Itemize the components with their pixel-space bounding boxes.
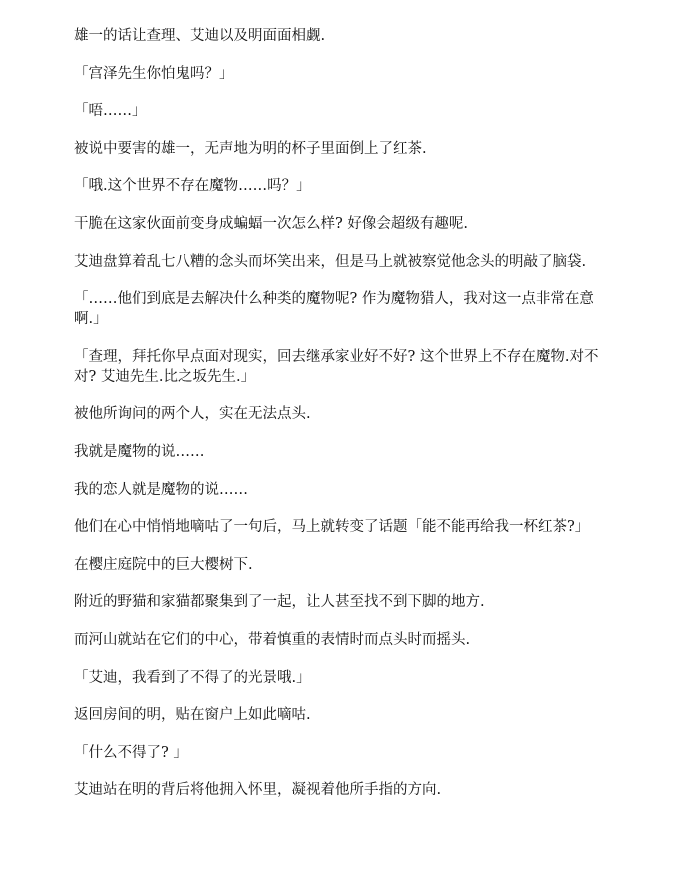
paragraph-7: 艾迪盘算着乱七八糟的念头而坏笑出来，但是马上就被察觉他念头的明敲了脑袋. [74, 253, 587, 270]
paragraph-13: 他们在心中悄悄地嘀咕了一句后，马上就转变了话题「能不能再给我一杯红茶?」 [74, 519, 590, 536]
paragraph-18: 返回房间的明，贴在窗户上如此嘀咕. [74, 707, 311, 724]
paragraph-20: 艾迪站在明的背后将他拥入怀里，凝视着他所手指的方向. [74, 782, 442, 799]
paragraph-19: 「什么不得了? 」 [74, 744, 188, 761]
paragraph-3: 「唔……」 [74, 103, 147, 120]
paragraph-16: 而河山就站在它们的中心，带着慎重的表情时而点头时而摇头. [74, 631, 471, 648]
paragraph-5: 「哦.这个世界不存在魔物……吗？」 [74, 178, 311, 195]
paragraph-2: 「宫泽先生你怕鬼吗？」 [74, 65, 234, 82]
paragraph-11: 我就是魔物的说…… [74, 443, 205, 460]
paragraph-9: 「查理，拜托你早点面对现实，回去继承家业好不好? 这个世界上不存在魔物.对不对? 艾迪先生.比之坂先生.」 [74, 348, 599, 385]
paragraph-10: 被他所询问的两个人，实在无法点头. [74, 406, 311, 423]
paragraph-17: 「艾迪，我看到了不得了的光景哦.」 [74, 669, 311, 686]
paragraph-1: 雄一的话让查理、艾迪以及明面面相觑. [74, 28, 326, 44]
paragraph-6: 干脆在这家伙面前变身成蝙蝠一次怎么样? 好像会超级有趣呢. [74, 215, 468, 232]
paragraph-12: 我的恋人就是魔物的说…… [74, 481, 248, 498]
paragraph-4: 被说中要害的雄一，无声地为明的杯子里面倒上了红茶. [74, 140, 427, 157]
paragraph-14: 在樱庄庭院中的巨大樱树下. [74, 556, 253, 573]
paragraph-8: 「……他们到底是去解决什么种类的魔物呢? 作为魔物猎人，我对这一点非常在意啊.」 [74, 291, 594, 328]
paragraph-15: 附近的野猫和家猫都聚集到了一起，让人甚至找不到下脚的地方. [74, 594, 485, 611]
